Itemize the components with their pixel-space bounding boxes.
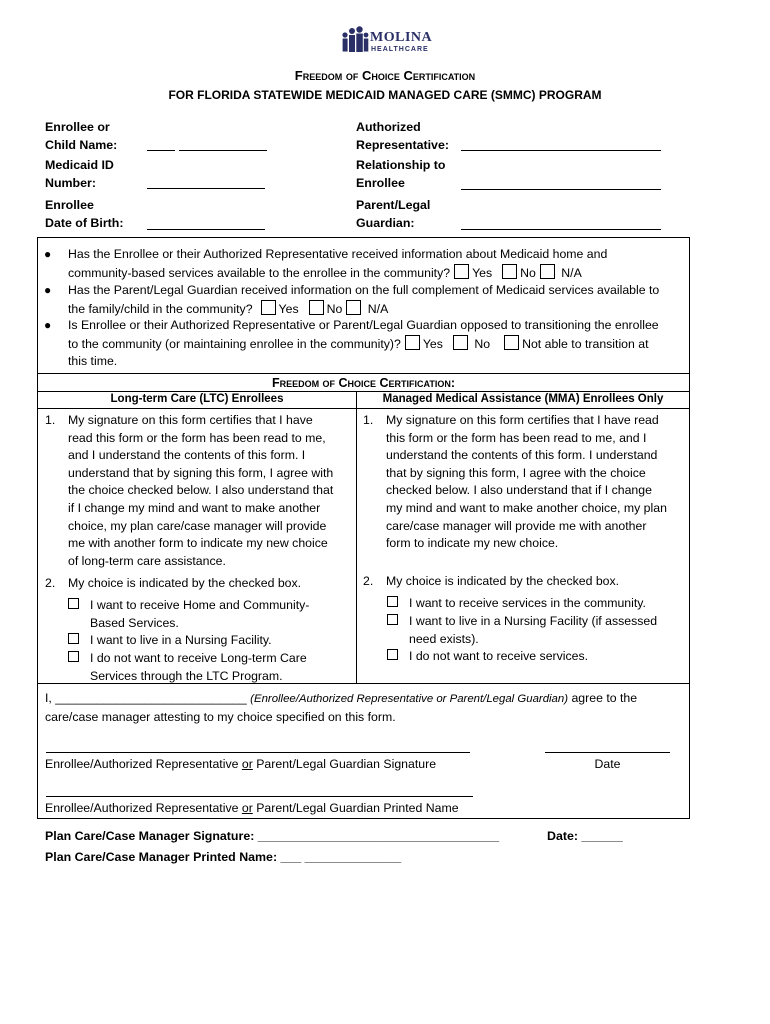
medicaid-id-label: Medicaid ID Number: [45, 158, 114, 190]
attestation-text: I, ____________________________ (Enrollee/Authorized Representative or Parent/Legal Guardian) agree to the care/case manager attesting to my choice specified on this form. [45, 691, 638, 724]
signature-date-line[interactable] [545, 752, 670, 753]
mma-option-1-label: I want to receive services in the community. [409, 596, 646, 610]
ltc-option-3-label: I do not want to receive Long-term Care Services through the LTC Program. [90, 651, 307, 683]
signature-date-label: Date [594, 757, 621, 771]
section-title: Freedom of Choice Certification: [271, 376, 456, 390]
q1-no-checkbox[interactable] [502, 264, 517, 279]
enrollee-signature-label: Enrollee/Authorized Representative or Parent/Legal Guardian Signature [45, 757, 437, 771]
molina-logo [340, 24, 440, 60]
ltc-item-2-text: My choice is indicated by the checked box. [68, 576, 302, 590]
ltc-option-1-checkbox[interactable] [68, 598, 79, 609]
medicaid-id-field[interactable] [147, 174, 265, 189]
q2-yes-checkbox[interactable] [261, 300, 276, 315]
logo-subtitle: HEALTHCARE [371, 46, 429, 53]
ltc-option-3-checkbox[interactable] [68, 651, 79, 662]
q1-na-checkbox[interactable] [540, 264, 555, 279]
enrollee-name-field-b[interactable] [179, 136, 267, 151]
enrollee-printed-name-line[interactable] [46, 796, 473, 797]
enrollee-name-field-a[interactable] [147, 136, 175, 151]
bullet: ● [44, 247, 52, 261]
dob-label: Enrollee Date of Birth: [45, 198, 124, 230]
ltc-column-header: Long-term Care (LTC) Enrollees [110, 393, 284, 405]
guardian-label: Parent/Legal Guardian: [356, 198, 431, 230]
bullet: ● [44, 283, 52, 297]
ltc-item-1-number: 1. [45, 413, 56, 427]
auth-rep-field[interactable] [461, 136, 661, 151]
mma-item-1-number: 1. [363, 413, 374, 427]
dob-field[interactable] [147, 215, 265, 230]
people-figures-icon [340, 26, 370, 58]
mma-option-1 [387, 595, 398, 613]
mma-item-1-text: My signature on this form certifies that I have read this form or the form has been read to me, and I understand the contents of this form. I understand that by signing this form, I agree with the choice checked below. I also understand that if I change my mind and want to make another choice, my plan care/case manager will provide me with another form to indicate my new choice. [386, 413, 667, 551]
q3-no-checkbox[interactable] [453, 335, 468, 350]
q3-not-able-checkbox[interactable] [504, 335, 519, 350]
mma-option-3 [387, 648, 398, 666]
bullet: ● [44, 318, 52, 332]
auth-rep-label: Authorized Representative: [356, 120, 449, 152]
ltc-option-1-label: I want to receive Home and Community- Based Services. [90, 598, 310, 630]
mma-option-2-label: I want to live in a Nursing Facility (if assessed need exists). [409, 614, 658, 646]
ltc-option-1 [68, 597, 79, 615]
form-title: Freedom of Choice Certification [294, 68, 476, 83]
enrollee-name-label: Enrollee or Child Name: [45, 120, 118, 152]
mma-item-2-number: 2. [363, 574, 374, 588]
guardian-field[interactable] [461, 215, 661, 230]
ltc-item-2-number: 2. [45, 576, 56, 590]
question-1: Has the Enrollee or their Authorized Representative received information about Medicaid home and community-based services available to the enrollee in the community? Yes No N/A [68, 247, 608, 280]
q1-yes-checkbox[interactable] [454, 264, 469, 279]
mma-option-2-checkbox[interactable] [387, 614, 398, 625]
mma-option-3-label: I do not want to receive services. [409, 649, 589, 663]
manager-date-label[interactable]: Date: ______ [547, 829, 623, 843]
ltc-item-1-text: My signature on this form certifies that I have read this form or the form has been read to me, and I understand the contents of this form. I understand that by signing this form, I agree with the choice checked below. I also understand that if I change my mind and want to make another choice, my plan care/case manager will provide me with another form to indicate my new choice of long-term care assistance. [68, 413, 334, 568]
enrollee-printed-name-label: Enrollee/Authorized Representative or Parent/Legal Guardian Printed Name [45, 801, 459, 815]
question-3: Is Enrollee or their Authorized Representative or Parent/Legal Guardian opposed to transitioning the enrollee to the community (or maintaining enrollee in the community)? Yes No Not able to transition at this time. [68, 318, 659, 369]
enrollee-signature-line[interactable] [46, 752, 470, 753]
question-2: Has the Parent/Legal Guardian received information on the full complement of Medicaid services available to the family/child in the community? Yes No N/A [68, 283, 660, 316]
ltc-option-2-label: I want to live in a Nursing Facility. [90, 633, 272, 647]
manager-printed-name-label[interactable]: Plan Care/Case Manager Printed Name: ___ ______________ [45, 850, 402, 864]
mma-option-3-checkbox[interactable] [387, 649, 398, 660]
manager-signature-label[interactable]: Plan Care/Case Manager Signature: ___________________________________ [45, 829, 499, 843]
mma-option-2 [387, 613, 398, 631]
q3-yes-checkbox[interactable] [405, 335, 420, 350]
ltc-option-2 [68, 632, 79, 650]
mma-column-header: Managed Medical Assistance (MMA) Enrollees Only [382, 393, 664, 405]
relationship-field[interactable] [461, 175, 661, 190]
certification-box [37, 237, 690, 819]
mma-option-1-checkbox[interactable] [387, 596, 398, 607]
q2-no-checkbox[interactable] [309, 300, 324, 315]
relationship-label: Relationship to Enrollee [356, 158, 446, 190]
logo-name: MOLINA [370, 30, 433, 45]
ltc-option-2-checkbox[interactable] [68, 633, 79, 644]
q2-na-checkbox[interactable] [346, 300, 361, 315]
ltc-option-3 [68, 650, 79, 668]
form-subtitle: FOR FLORIDA STATEWIDE MEDICAID MANAGED CARE (SMMC) PROGRAM [168, 88, 602, 102]
mma-item-2-text: My choice is indicated by the checked box. [386, 574, 620, 588]
